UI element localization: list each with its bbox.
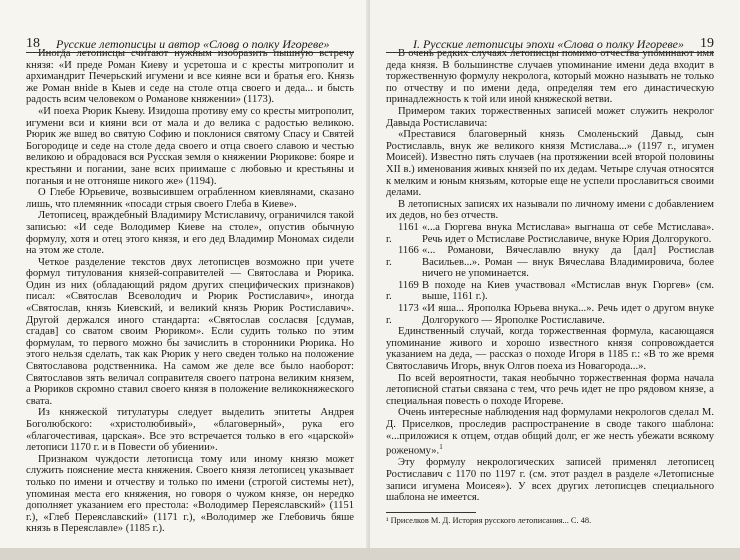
footnote-divider bbox=[386, 512, 476, 513]
entry-year: 1166 г. bbox=[386, 245, 419, 268]
footnote-marker: 1 bbox=[439, 443, 443, 452]
paragraph: Единственный случай, когда торжественная формула, касающаяся упоминание живого и хорошо известного князя сопровождается указанием на деда, — рассказ о походе Игоря в 1185 г.: «В то же время Святославичь Игорь, внук Олгов поеха из Новагорода...». bbox=[386, 326, 714, 373]
page-number: 19 bbox=[700, 36, 714, 51]
paragraph: В летописных записях их называли по личному имени с добавлением их дедов, но без отчеств. bbox=[386, 198, 714, 222]
chronicle-entry bbox=[386, 245, 714, 280]
entry-text: «... Романови, Вячеславлю внуку да [дал] Ростислав Васильев...». Роман — внук Вячеслава Владимировича, более ничего не упоминается. bbox=[422, 245, 714, 280]
entry-year: 1173 г. bbox=[386, 303, 419, 326]
chronicle-entry bbox=[386, 222, 714, 245]
paragraph: Признаком чуждости летописца тому или иному князю может служить пояснение места княжения. Своего князя летописец указывает только по имени и отчеству и только по имени (строгой системы нет), упоминая места его княжения, но говоря о чужом князе, он нередко дополняет указанием его престола: «Володимер Переяславский» (1151 г.), «Глеб Переяславский» (1171 г.), «Володимер же Глебовичь бяше князь в Переяславле» (1185 г.). bbox=[26, 453, 354, 535]
paragraph: Из княжеской титулатуры следует выделить эпитеты Андрея Боголюбского: «христолюбивый», «благоверный», рука его «благочестивая, царская». Все это встречается только в его «царской» летописи 1170 г. и в Повести об убиении». bbox=[26, 407, 354, 454]
entry-text: В походе на Киев участвовал «Мстислав внук Гюргев» (см. выше, 1161 г.). bbox=[422, 279, 714, 303]
paragraph: По всей вероятности, такая необычно торжественная форма начала летописной статьи связана с тем, что речь идет не про рядовом князе, а специальная повесть о походе Игореве. bbox=[386, 372, 714, 407]
paragraph: Иногда летописцы считают нужным изобразить пышную встречу князя: «И преде Роман Киеву и усретоша и с кресты митрополит и архимандрит Печерьский игумени и все кияне вси и братья его. Князь же Роман внide в Кыев и седе на столе отца своего и деда... и бысть радость всим человеком о Романове княжении» (1173). bbox=[26, 48, 354, 106]
paragraph: «И поеха Рюрик Кыеву. Изидоша противу ему со кресты митрополит, игумени вси и кияни вси от мала и до велика с радостью великою. Рюрик же вшед во святую Софию и поклонися святому Спасу и Святей Богородице и седе на столе деда своего и отца своего славою и честью великою и обрадовася вся Русская земля о княжении Рюрикове: боярe и крестьяни и погании, зане всих приимаше с любовью и крестьяны и поганыя и не отгоняше никого же» (1194). bbox=[26, 105, 354, 187]
paragraph-text: Очень интересные наблюдения над формулами некрологов сделал М. Д. Приселков, проследив распространение в своде такого шаблона: «...приложися к отцем, отдав общий долг, ег же несть убежати всякому роженому». bbox=[386, 407, 714, 457]
entry-text: «...а Гюргева внука Мстислава» выгнаша от себе Мстислава». Речь идет о Мстиславе Ростиславиче, внуке Юрия Долгорукого. bbox=[422, 221, 714, 245]
right-page bbox=[370, 0, 740, 548]
left-page-text bbox=[26, 48, 354, 535]
footnote: ¹ Приселков М. Д. История русского летописания... С. 48. bbox=[386, 515, 592, 525]
page-edge bbox=[0, 548, 740, 560]
paragraph: Четкое разделение текстов двух летописцев возможно при учете формул титулования князей-соправителей — Святослава и Рюрика. Один из них (обладающий рядом других специфических признаков) писал: «Святослав Всеволодич и Рюрик Ростиславич», иногда «Святослав, князь Киевский, и великий князь Рюрик Ростиславич». Другой держался иного стандарта: «Святослав сосласвя [сдумав, сгадав] со сватом своим Рюриком». Если судить только по этим формулам, то первого можно бы зачислить в сторонники Рюрика. Но этого нельзя сделать, так как Рюрик у него сведен только на положение Святославова родственника. На самом же деле все было наоборот: Святославов зять величал соправителя своего патрона великим князем, а Рюриков скромно ставил своего князя в положение великокняжеского свата. bbox=[26, 256, 354, 407]
left-running-head bbox=[26, 34, 354, 53]
right-page-text bbox=[386, 48, 714, 526]
paragraph bbox=[386, 407, 714, 457]
paragraph: В очень редких случаях летописцы помимо отчества упоминают имя деда князя. В большинстве случаев упоминание имени деда входит в торжественную формулу некролога, который можно называть не только по отчеству и по имени деда, определяя тем его династическую принадлежность к той или иной княжеской ветви. bbox=[386, 48, 714, 106]
page-number: 18 bbox=[26, 36, 40, 51]
paragraph: Летописец, враждебный Владимиру Мстиславичу, ограничился такой записью: «И седе Володимер Киеве на столе», опустив обычную формулу, хотя и отец этого князя, и его дед Владимир Мономах сидели на этом же столе. bbox=[26, 210, 354, 257]
paragraph: Эту формулу некрологических записей применял летописец Ростиславич с 1170 по 1197 г. (см. этот раздел в разделе «Летописные записи игумена Моисея»). У всех других летописцев специального шаблона не имеется. bbox=[386, 457, 714, 504]
right-running-head bbox=[386, 34, 714, 53]
running-head-title: I. Русские летописцы эпохи «Слова о полку Игореве» bbox=[412, 37, 684, 51]
paragraph: О Глебе Юрьевиче, возвысившем ограбленном киевлянами, сказано лишь, что племянник «посади стрыя своего Глеба в Киеве». bbox=[26, 187, 354, 210]
entry-year: 1169 г. bbox=[386, 279, 419, 303]
entry-text: «И яша... Ярополка Юрьева внука...». Речь идет о другом внуке Долгорукого — Ярополке Ростиславиче. bbox=[422, 303, 714, 326]
entry-year: 1161 г. bbox=[386, 221, 419, 245]
chronicle-entry bbox=[386, 280, 714, 303]
paragraph: Примером таких торжественных записей может служить некролог Давыда Ростиславича: bbox=[386, 105, 714, 129]
running-head-title: Русские летописцы и автор «Слова о полку Игореве» bbox=[56, 37, 330, 51]
chronicle-entry bbox=[386, 303, 714, 326]
left-page bbox=[0, 0, 370, 548]
paragraph: «Преставися благоверный князь Смоленьский Давыд, сын Ростиславль, внук же великого князя Мстислава...» (1197 г., игумен Моисей). Известно пять случаев (на протяжении всей второй половины XII в.) именования живых князей по их дедам. Четыре случая относятся к мелким и юным князьям, которые еще не успели прославиться своими делами. bbox=[386, 129, 714, 199]
